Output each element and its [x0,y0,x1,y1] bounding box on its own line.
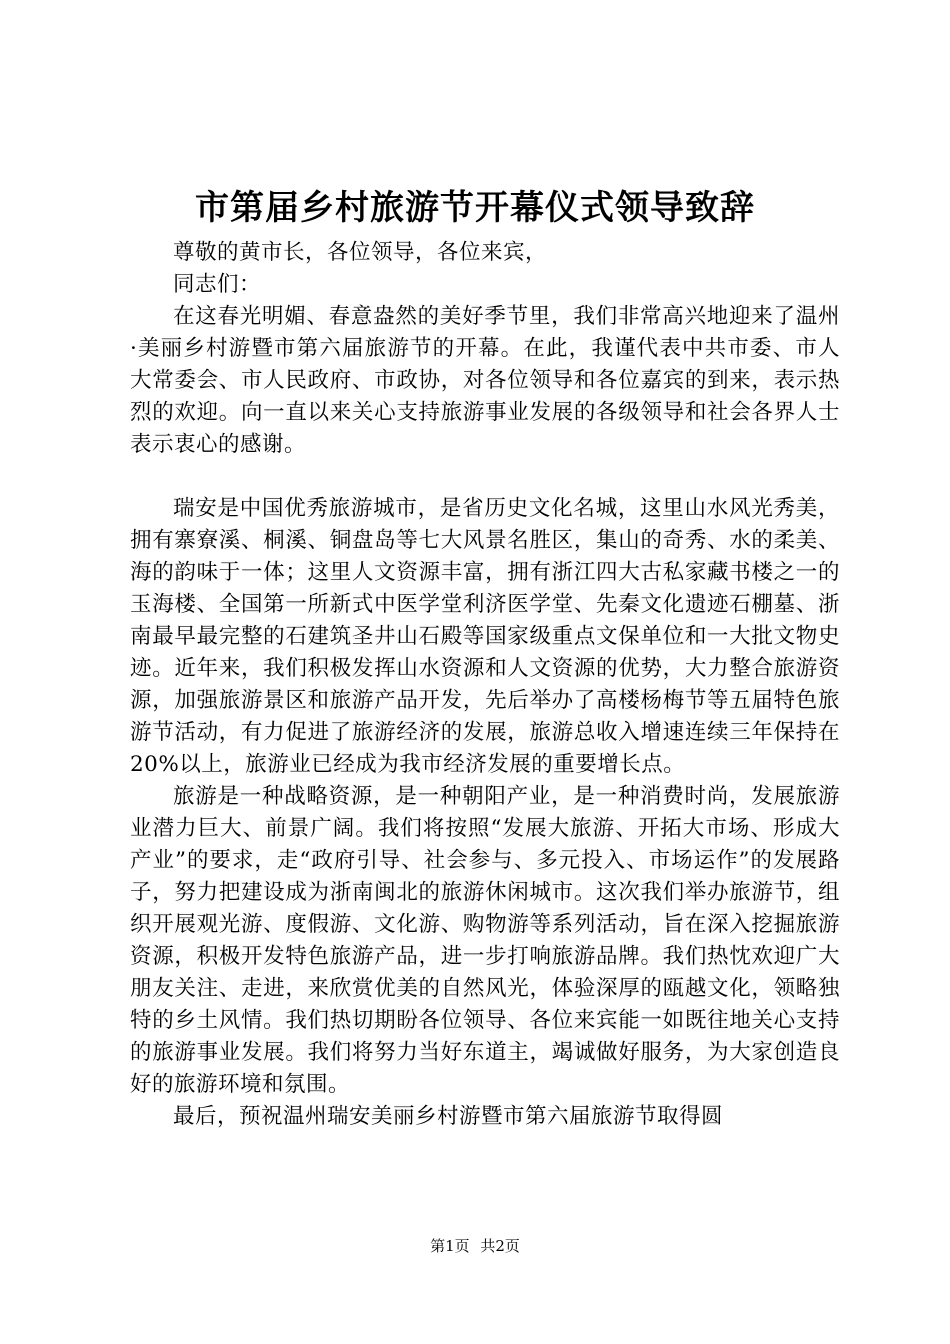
page-number: 第1页 [430,1237,470,1255]
paragraph-welcome: 在这春光明媚、春意盎然的美好季节里，我们非常高兴地迎来了温州·美丽乡村游暨市第六届旅游节的开幕。在此，我谨代表中共市委、市人大常委会、市人民政府、市政协，对各位领导和各位嘉宾的到来，表示热烈的欢迎。向一直以来关心支持旅游事业发展的各级领导和社会各界人士表示衷心的感谢。 [130,304,840,457]
page-total: 共2页 [480,1237,520,1255]
paragraph-city-intro: 瑞安是中国优秀旅游城市，是省历史文化名城，这里山水风光秀美，拥有寨寮溪、桐溪、铜盘岛等七大风景名胜区，集山的奇秀、水的柔美、海的韵味于一体；这里人文资源丰富，拥有浙江四大古私家藏书楼之一的玉海楼、全国第一所新式中医学堂利济医学堂、先秦文化遗迹石棚墓、浙南最早最完整的石建筑圣井山石殿等国家级重点文保单位和一大批文物史迹。近年来，我们积极发挥山水资源和人文资源的优势，大力整合旅游资源，加强旅游景区和旅游产品开发，先后举办了高楼杨梅节等五届特色旅游节活动，有力促进了旅游经济的发展，旅游总收入增速连续三年保持在20%以上，旅游业已经成为我市经济发展的重要增长点。 [130,496,840,777]
paragraph-closing: 最后，预祝温州瑞安美丽乡村游暨市第六届旅游节取得圆 [173,1104,724,1129]
document-body [130,237,840,1133]
salutation-line: 同志们： [173,272,262,297]
page-footer [0,1236,950,1256]
paragraph-tourism-strategy: 旅游是一种战略资源，是一种朝阳产业，是一种消费时尚，发展旅游业潜力巨大、前景广阔。我们将按照“发展大旅游、开拓大市场、形成大产业”的要求，走“政府引导、社会参与、多元投入、市场运作”的发展路子，努力把建设成为浙南闽北的旅游休闲城市。这次我们举办旅游节，组织开展观光游、度假游、文化游、购物游等系列活动，旨在深入挖掘旅游资源，积极开发特色旅游产品，进一步打响旅游品牌。我们热忱欢迎广大朋友关注、走进，来欣赏优美的自然风光，体验深厚的瓯越文化，领略独特的乡土风情。我们热切期盼各位领导、各位来宾能一如既往地关心支持的旅游事业发展。我们将努力当好东道主，竭诚做好服务，为大家创造良好的旅游环境和氛围。 [130,784,840,1097]
document-title: 市第届乡村旅游节开幕仪式领导致辞 [195,188,755,228]
salutation-line: 尊敬的黄市长，各位领导，各位来宾， [173,240,548,265]
